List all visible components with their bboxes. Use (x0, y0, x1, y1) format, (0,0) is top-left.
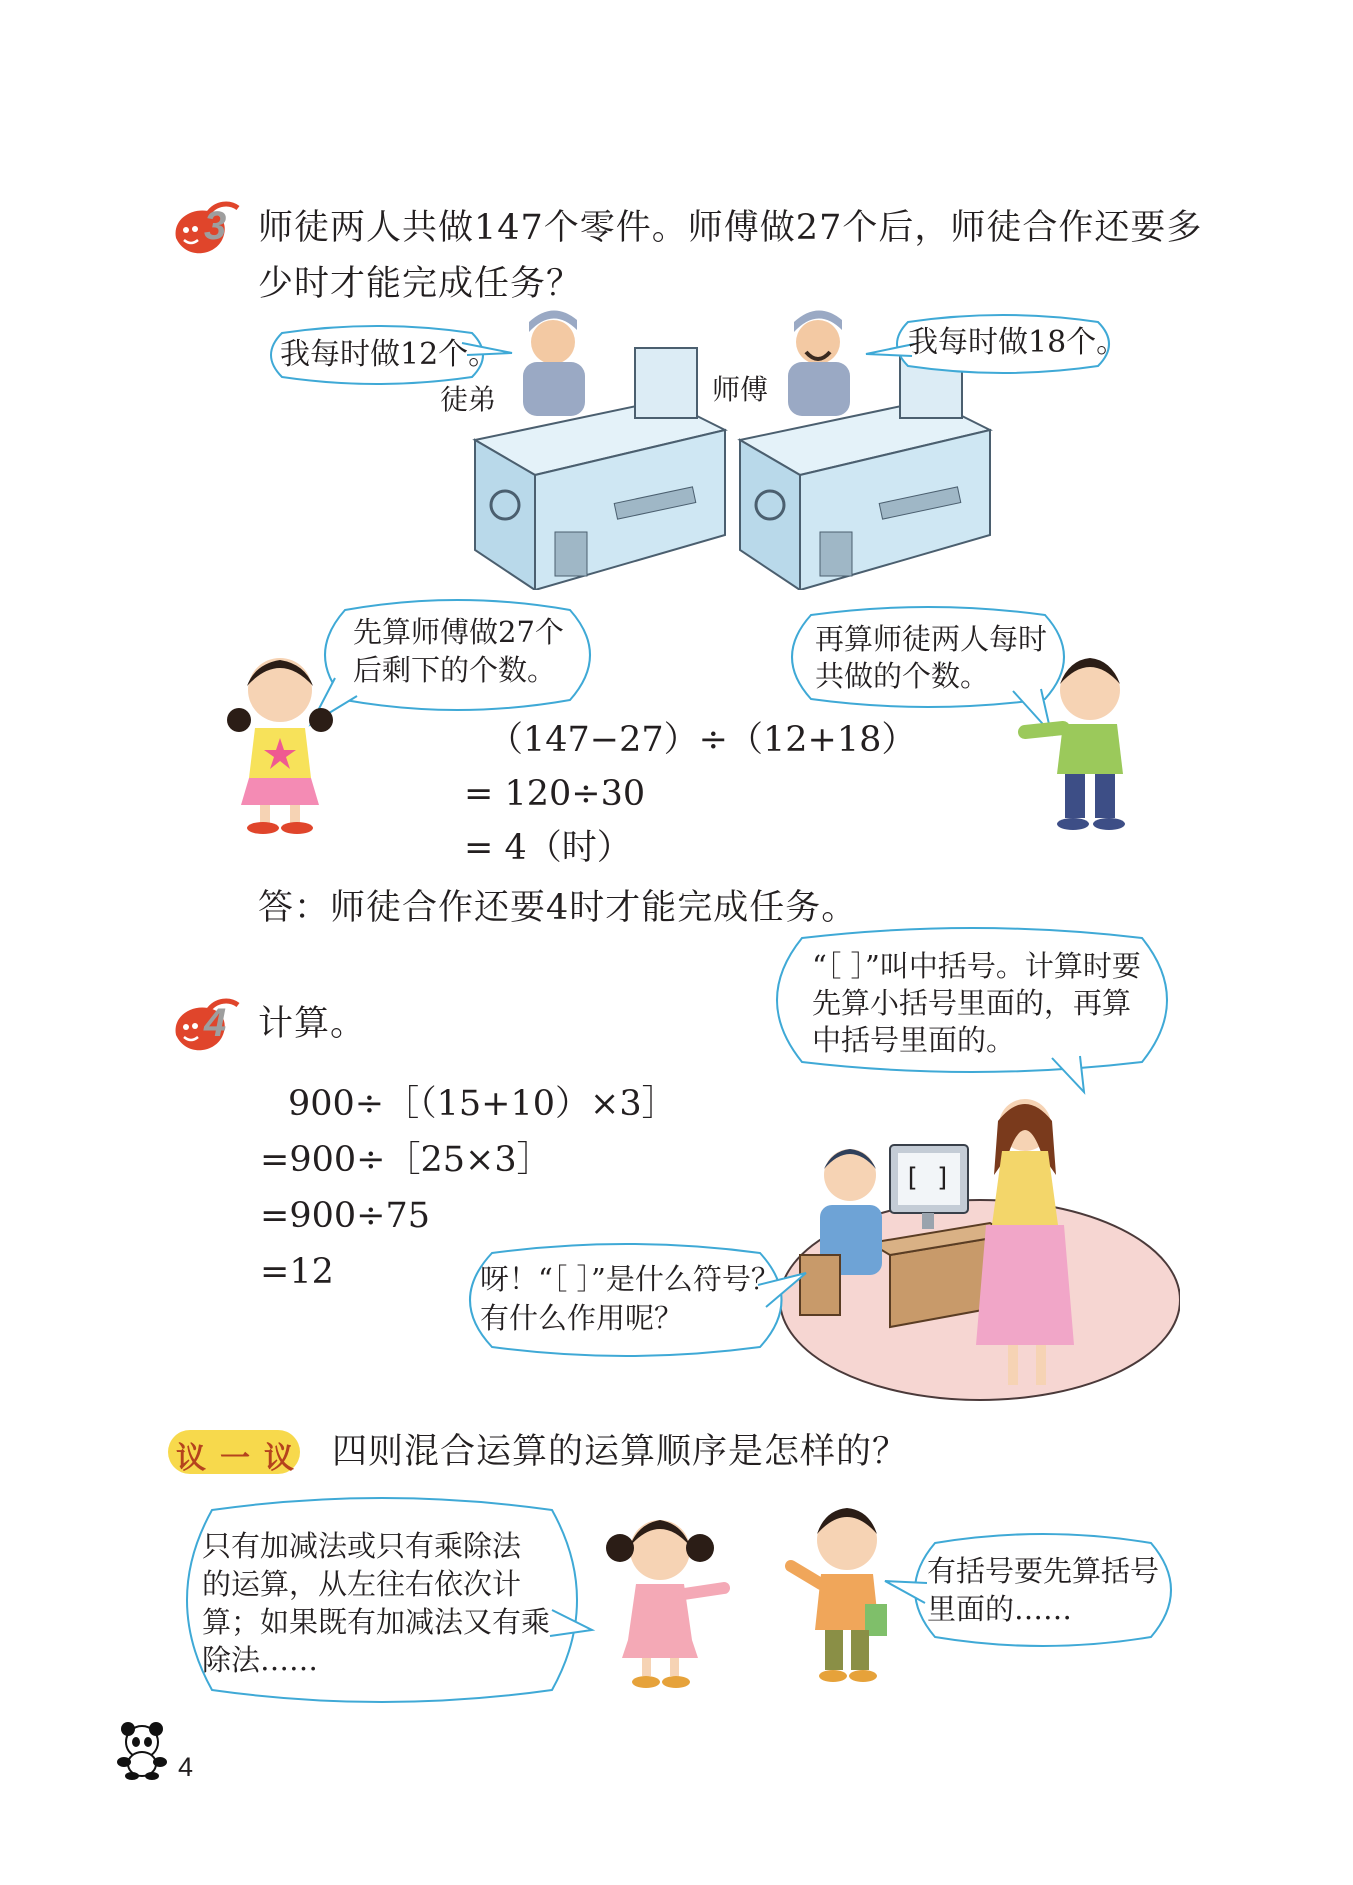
problem-4-number: 4 (204, 1001, 227, 1045)
problem-3-line-1: 师徒两人共做147个零件。师傅做27个后，师徒合作还要多 (258, 208, 1203, 248)
discuss-boy-line-2: 里面的…… (927, 1592, 1073, 1626)
teacher-bubble-line-2: 先算小括号里面的，再算 (812, 986, 1132, 1020)
problem-3-calc-line-3: = 4（时） (464, 828, 632, 868)
computer-classroom-illustration (740, 1065, 1180, 1405)
discuss-badge-char-3: 议 (264, 1441, 294, 1476)
discuss-girl-illustration (600, 1508, 735, 1693)
teacher-speech-bubble (762, 930, 1182, 1070)
discuss-boy-speech-bubble (905, 1535, 1180, 1645)
girl-bubble-line-1: 先算师傅做27个 (353, 615, 564, 649)
girl-bubble-line-2: 后剩下的个数。 (353, 653, 557, 687)
panda-icon (112, 1720, 172, 1780)
apprentice-worker-illustration (465, 300, 745, 590)
problem-3-answer: 答：师徒合作还要4时才能完成任务。 (258, 888, 858, 928)
monitor-bracket-text: [ ] (904, 1163, 951, 1193)
teacher-bubble-line-1: “［ ］”叫中括号。计算时要 (812, 949, 1141, 983)
teacher-bubble-line-3: 中括号里面的。 (812, 1023, 1016, 1057)
discuss-girl-speech-bubble (172, 1500, 592, 1700)
discuss-question: 四则混合运算的运算顺序是怎样的？ (332, 1432, 909, 1472)
problem-3-badge (164, 198, 246, 268)
page-number: 4 (178, 1752, 194, 1782)
apprentice-speech-bubble (262, 325, 499, 385)
apprentice-label: 徒弟 (440, 383, 497, 416)
student-speech-bubble (458, 1245, 793, 1355)
discuss-badge-char-2: 一 (220, 1441, 250, 1476)
discuss-boy-illustration (785, 1500, 905, 1695)
student-bubble-line-1: 呀！“［ ］”是什么符号？ (480, 1262, 780, 1296)
apprentice-bubble-text: 我每时做12个。 (280, 337, 499, 372)
problem-4-calc-line-2: =900÷［25×3］ (260, 1140, 552, 1180)
student-bubble-line-2: 有什么作用呢？ (480, 1301, 684, 1335)
boy-bubble-line-2: 共做的个数。 (815, 659, 990, 693)
problem-4-calc-line-1: 900÷［（15+10）×3］ (288, 1084, 677, 1124)
discuss-badge (168, 1430, 300, 1474)
discuss-girl-line-3: 算；如果既有加减法又有乘 (202, 1605, 551, 1639)
girl-speech-bubble (315, 600, 600, 710)
discuss-girl-line-4: 除法…… (202, 1643, 319, 1677)
problem-3-line-2: 少时才能完成任务？ (258, 264, 583, 304)
problem-4-calc-line-4: =12 (260, 1252, 334, 1292)
boy-character-illustration (1015, 652, 1155, 837)
girl-character-illustration (225, 650, 340, 835)
master-bubble-text: 我每时做18个。 (908, 325, 1127, 360)
boy-bubble-line-1: 再算师徒两人每时 (815, 622, 1048, 656)
problem-3-calc-line-2: = 120÷30 (464, 774, 646, 814)
master-speech-bubble (888, 314, 1127, 374)
problem-3-calc-line-1: （147−27）÷（12+18） (488, 720, 917, 760)
discuss-boy-line-1: 有括号要先算括号 (927, 1554, 1160, 1588)
problem-4-badge (164, 995, 246, 1065)
master-label: 师傅 (712, 373, 769, 406)
problem-4-title: 计算。 (258, 1004, 367, 1044)
discuss-badge-char-1: 议 (176, 1441, 206, 1476)
problem-4-calc-line-3: =900÷75 (260, 1196, 430, 1236)
problem-3-number: 3 (204, 204, 227, 248)
discuss-girl-line-1: 只有加减法或只有乘除法 (202, 1529, 522, 1563)
discuss-girl-line-2: 的运算，从左往右依次计 (202, 1567, 522, 1601)
